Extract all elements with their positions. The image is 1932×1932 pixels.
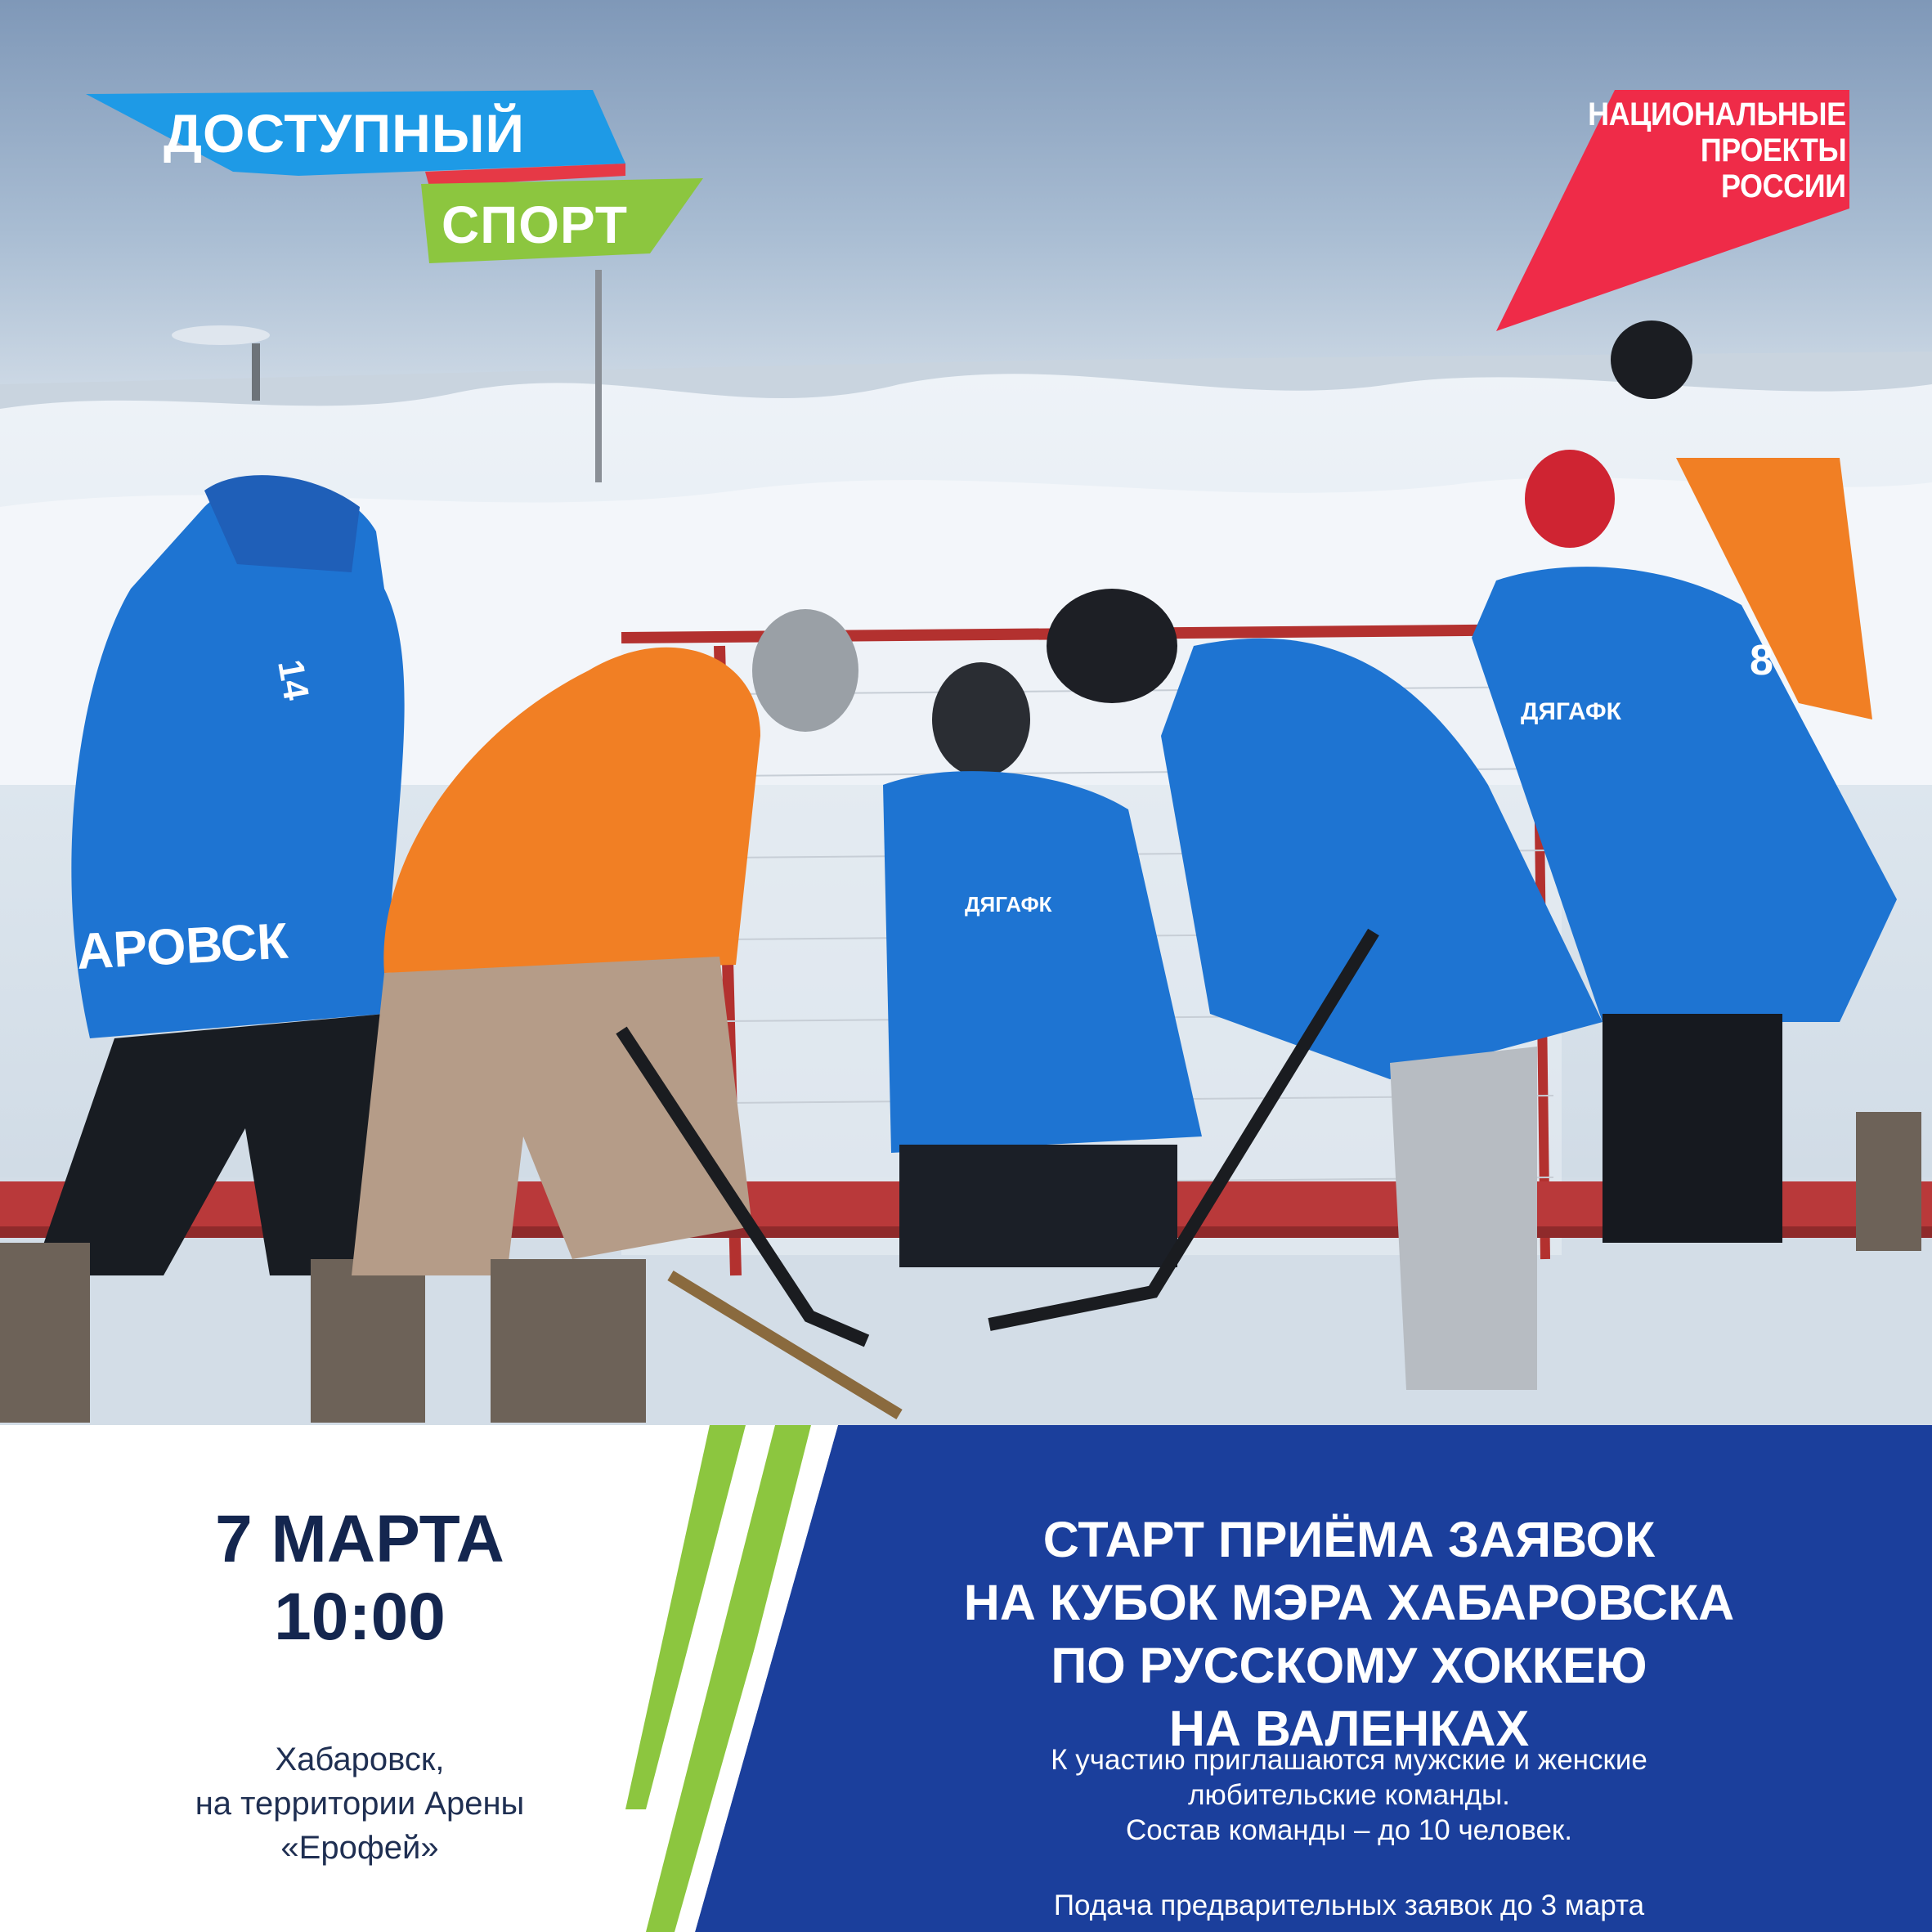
np-line3: РОССИИ bbox=[1721, 168, 1846, 204]
jersey-badge: ДЯГАФК bbox=[1521, 698, 1621, 725]
logo-line2: СПОРТ bbox=[442, 195, 628, 254]
deadline: Подача предварительных заявок до 3 марта bbox=[1053, 1889, 1645, 1921]
location-line: «Ерофей» bbox=[280, 1830, 439, 1866]
jersey-number-left: 14 bbox=[270, 657, 316, 703]
description bbox=[899, 1742, 1799, 1848]
logo-line1: ДОСТУПНЫЙ bbox=[164, 103, 525, 164]
jersey-text-left: АРОВСК bbox=[75, 912, 289, 980]
event-location bbox=[155, 1737, 564, 1870]
description-line: любительские команды. bbox=[1188, 1779, 1510, 1811]
headline-line: ПО РУССКОМУ ХОККЕЮ bbox=[1051, 1638, 1647, 1693]
event-time: 10:00 bbox=[274, 1580, 446, 1654]
headline-line: НА КУБОК МЭРА ХАБАРОВСКА bbox=[963, 1575, 1735, 1630]
jersey-badge: ДЯГАФК bbox=[965, 892, 1052, 917]
np-line1: НАЦИОНАЛЬНЫЕ bbox=[1588, 96, 1846, 132]
headline bbox=[899, 1508, 1799, 1760]
headline-line: НА ВАЛЕНКАХ bbox=[1168, 1701, 1530, 1756]
event-date: 7 МАРТА bbox=[215, 1502, 504, 1576]
light-pole bbox=[595, 270, 602, 482]
headline-line: СТАРТ ПРИЁМА ЗАЯВОК bbox=[1042, 1512, 1656, 1567]
description-line: К участию приглашаются мужские и женские bbox=[1051, 1744, 1647, 1776]
location-line: Хабаровск, bbox=[275, 1741, 445, 1777]
np-line2: ПРОЕКТЫ bbox=[1700, 132, 1846, 168]
description-line: Состав команды – до 10 человек. bbox=[1126, 1814, 1572, 1846]
jersey-number-right: 8 bbox=[1750, 637, 1773, 684]
bottom-section bbox=[0, 1425, 1932, 1932]
location-line: на территории Арены bbox=[195, 1786, 525, 1822]
